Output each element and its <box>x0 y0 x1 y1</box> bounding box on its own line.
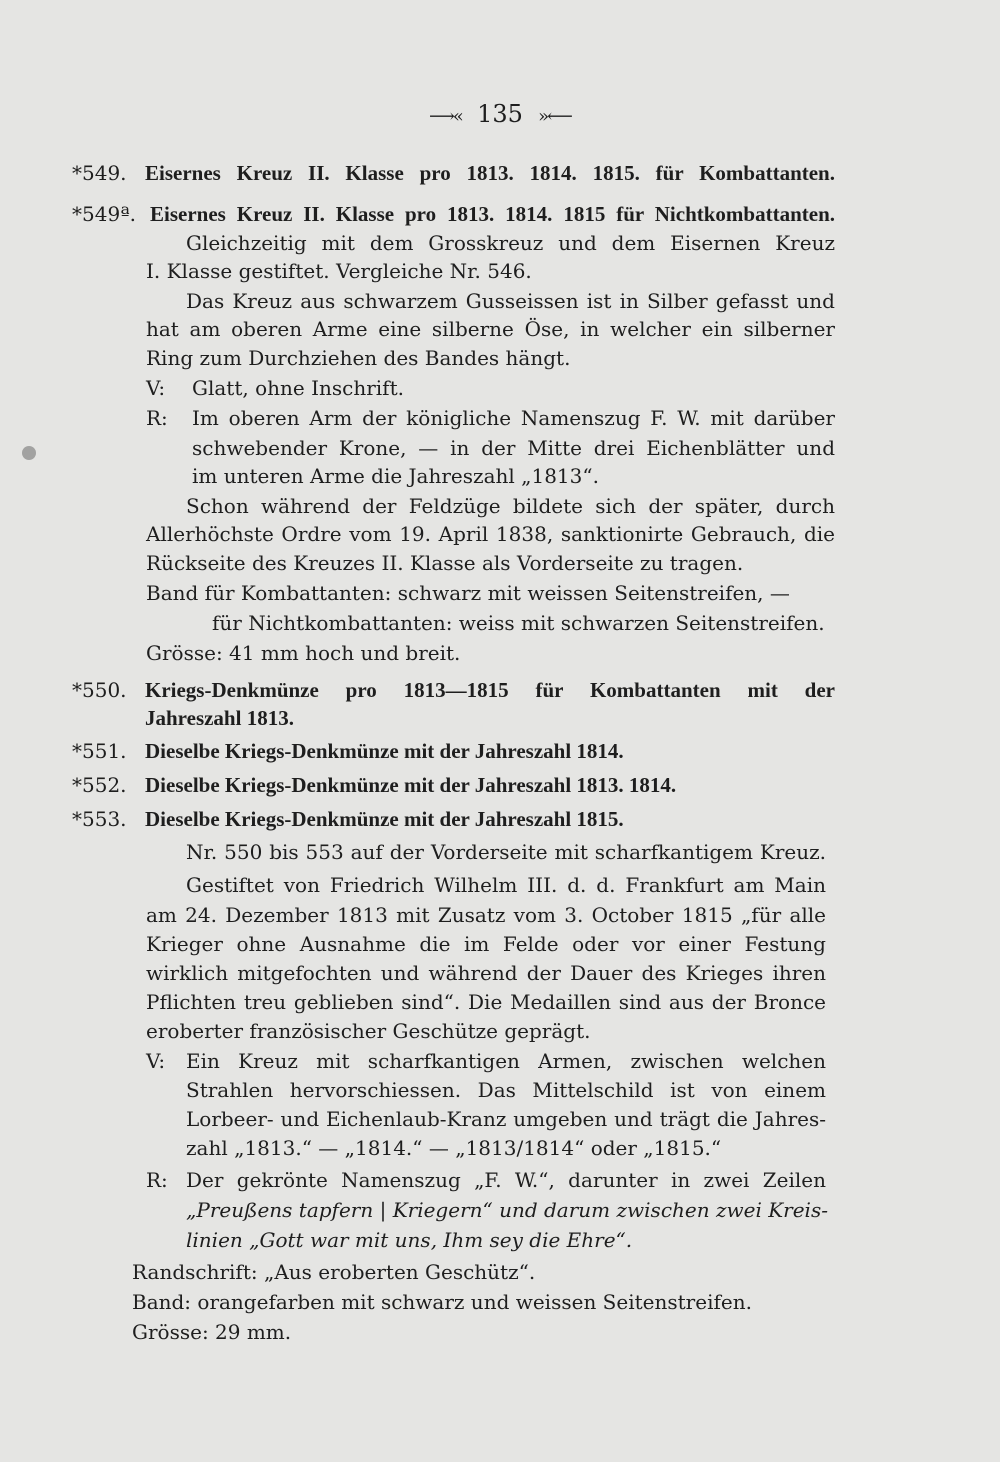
obverse-label: V: <box>146 376 166 400</box>
reverse-text: Im oberen Arm der königliche Namenszug F. W. mit darüber <box>192 406 835 430</box>
obverse-text: Ein Kreuz mit scharfkantigen Armen, zwischen welchen <box>186 1049 826 1073</box>
obverse-text: zahl „1813.“ — „1814.“ — „1813/1814“ oder „1815.“ <box>186 1136 722 1160</box>
reverse-label: R: <box>146 1168 168 1192</box>
description-line: Pflichten treu geblieben sind“. Die Medaillen sind aus der Bronce <box>146 990 826 1014</box>
entry-number: *551. <box>72 739 127 763</box>
description-line: Gleichzeitig mit dem Grosskreuz und dem Eisernen Kreuz <box>186 231 835 255</box>
reverse-text: Der gekrönte Namenszug „F. W.“, darunter in zwei Zeilen <box>186 1168 826 1192</box>
entry-title: Dieselbe Kriegs-Denkmünze mit der Jahreszahl 1813. 1814. <box>145 773 677 797</box>
size-text: Grösse: 41 mm hoch und breit. <box>146 641 461 665</box>
obverse-text: Glatt, ohne Inschrift. <box>192 376 404 400</box>
description-line: Krieger ohne Ausnahme die im Felde oder vor einer Festung <box>146 932 826 956</box>
obverse-label: V: <box>146 1049 166 1073</box>
description-line: Rückseite des Kreuzes II. Klasse als Vorderseite zu tragen. <box>146 551 744 575</box>
description-line: Allerhöchste Ordre vom 19. April 1838, sanktionirte Gebrauch, die <box>146 522 835 546</box>
entry-title: Eisernes Kreuz II. Klasse pro 1813. 1814. 1815 für Nichtkombattanten. <box>150 202 835 226</box>
entry-number: *550. <box>72 678 127 702</box>
reverse-text: schwebender Krone, — in der Mitte drei Eichenblätter und <box>192 436 835 460</box>
entry-title: Kriegs-Denkmünze pro 1813—1815 für Kombattanten mit der <box>145 678 835 702</box>
page-header <box>0 100 1000 128</box>
description-line: Schon während der Feldzüge bildete sich der später, durch <box>186 494 835 518</box>
band-text: Band für Kombattanten: schwarz mit weissen Seitenstreifen, — <box>146 581 790 605</box>
reverse-text: linien „Gott war mit uns, Ihm sey die Ehre“. <box>186 1228 633 1252</box>
ornament-right: »⟵ <box>538 106 571 127</box>
reverse-text: „Preußens tapfern | Kriegern“ und darum zwischen zwei Kreis- <box>186 1198 828 1222</box>
size-text: Grösse: 29 mm. <box>132 1320 292 1344</box>
ornament-left: ⟶« <box>429 106 462 127</box>
description-line: Ring zum Durchziehen des Bandes hängt. <box>146 346 571 370</box>
obverse-text: Lorbeer- und Eichenlaub-Kranz umgeben und trägt die Jahres- <box>186 1107 826 1131</box>
page-number: 135 <box>477 100 523 128</box>
band-text: für Nichtkombattanten: weiss mit schwarzen Seitenstreifen. <box>212 611 825 635</box>
description-line: hat am oberen Arme eine silberne Öse, in welcher ein silberner <box>146 317 835 341</box>
entry-number: *549ª. <box>72 202 137 226</box>
entry-number: *552. <box>72 773 127 797</box>
entry-title: Dieselbe Kriegs-Denkmünze mit der Jahreszahl 1815. <box>145 807 624 831</box>
band-text: Band: orangefarben mit schwarz und weissen Seitenstreifen. <box>132 1290 752 1314</box>
description-line: Nr. 550 bis 553 auf der Vorderseite mit scharfkantigem Kreuz. <box>186 840 826 864</box>
entry-title: Dieselbe Kriegs-Denkmünze mit der Jahreszahl 1814. <box>145 739 624 763</box>
reverse-label: R: <box>146 406 168 430</box>
description-line: eroberter französischer Geschütze geprägt. <box>146 1019 591 1043</box>
entry-number: *549. <box>72 161 127 185</box>
reverse-text: im unteren Arme die Jahreszahl „1813“. <box>192 464 599 488</box>
entry-title: Jahreszahl 1813. <box>145 706 294 730</box>
entry-number: *553. <box>72 807 127 831</box>
description-line: I. Klasse gestiftet. Vergleiche Nr. 546. <box>146 259 532 283</box>
description-line: wirklich mitgefochten und während der Dauer des Krieges ihren <box>146 961 826 985</box>
obverse-text: Strahlen hervorschiessen. Das Mittelschild ist von einem <box>186 1078 826 1102</box>
description-line: Gestiftet von Friedrich Wilhelm III. d. d. Frankfurt am Main <box>186 873 826 897</box>
ink-spot <box>22 446 36 460</box>
description-line: am 24. Dezember 1813 mit Zusatz vom 3. October 1815 „für alle <box>146 903 826 927</box>
edge-inscription: Randschrift: „Aus eroberten Geschütz“. <box>132 1260 536 1284</box>
entry-title: Eisernes Kreuz II. Klasse pro 1813. 1814. 1815. für Kombattanten. <box>145 161 835 185</box>
description-line: Das Kreuz aus schwarzem Gusseissen ist in Silber gefasst und <box>186 289 835 313</box>
